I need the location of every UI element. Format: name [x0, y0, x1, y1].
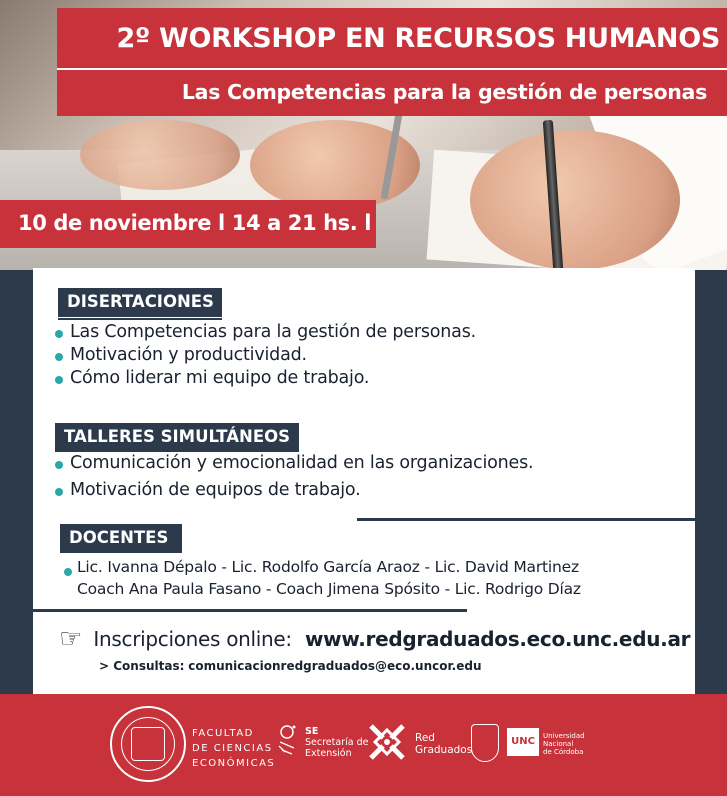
page-subtitle: Las Competencias para la gestión de personas: [181, 80, 707, 104]
registration-label: Inscripciones online:: [93, 627, 292, 651]
footer-logos: FACULTAD DE CIENCIAS ECONÓMICAS SE Secretaría de Extensión Red Graduados UNC Universidad Nacional de Córdoba: [0, 694, 727, 796]
extension-icon: [276, 722, 298, 756]
page-title: 2º WORKSHOP EN RECURSOS HUMANOS: [116, 23, 720, 54]
list-item: Motivación de equipos de trabajo.: [55, 480, 533, 500]
divider-line: [33, 609, 467, 612]
content-card: [33, 268, 695, 694]
section-docentes-heading: DOCENTES: [60, 524, 182, 553]
bullet-icon: [55, 376, 63, 384]
talleres-list: [55, 453, 533, 500]
section-disertaciones-heading: DISERTACIONES: [58, 288, 222, 317]
bullet-icon: [64, 568, 72, 576]
bullet-icon: [55, 330, 63, 338]
list-item: Cómo liderar mi equipo de trabajo.: [55, 368, 476, 388]
section-talleres-heading: TALLERES SIMULTÁNEOS: [55, 423, 299, 452]
title-banner: [57, 8, 727, 116]
consultas-line: > Consultas: comunicacionredgraduados@eco.uncor.edu: [99, 659, 482, 673]
unc-logo: UNC Universidad Nacional de Córdoba: [471, 724, 579, 764]
unc-crest-icon: [471, 724, 499, 762]
red-graduados-logo: Red Graduados: [365, 720, 409, 768]
title-divider: [57, 68, 727, 70]
registration-link[interactable]: www.redgraduados.eco.unc.edu.ar: [304, 627, 691, 651]
date-banner: [0, 200, 376, 248]
pointing-hand-icon: ☞: [59, 624, 83, 654]
red-graduados-icon: [365, 720, 409, 764]
list-item: Las Competencias para la gestión de personas.: [55, 322, 476, 342]
event-date: 10 de noviembre l 14 a 21 hs. l: [18, 211, 372, 235]
docentes-list: Lic. Ivanna Dépalo - Lic. Rodolfo García Araoz - Lic. David Martinez Coach Ana Paula Fasano - Coach Jimena Spósito - Lic. Rodrigo Díaz: [77, 556, 581, 600]
faculty-name: FACULTAD DE CIENCIAS ECONÓMICAS: [192, 728, 276, 769]
disertaciones-list: [55, 322, 476, 388]
faculty-seal-logo: [110, 706, 186, 782]
list-item: Motivación y productividad.: [55, 345, 476, 365]
bullet-icon: [55, 461, 63, 469]
bullet-icon: [55, 488, 63, 496]
registration-line: [59, 624, 690, 654]
divider-line: [357, 518, 695, 521]
list-item: Comunicación y emocionalidad en las organizaciones.: [55, 453, 533, 473]
consultas-email-link[interactable]: comunicacionredgraduados@eco.uncor.edu: [188, 659, 482, 673]
bullet-icon: [55, 353, 63, 361]
